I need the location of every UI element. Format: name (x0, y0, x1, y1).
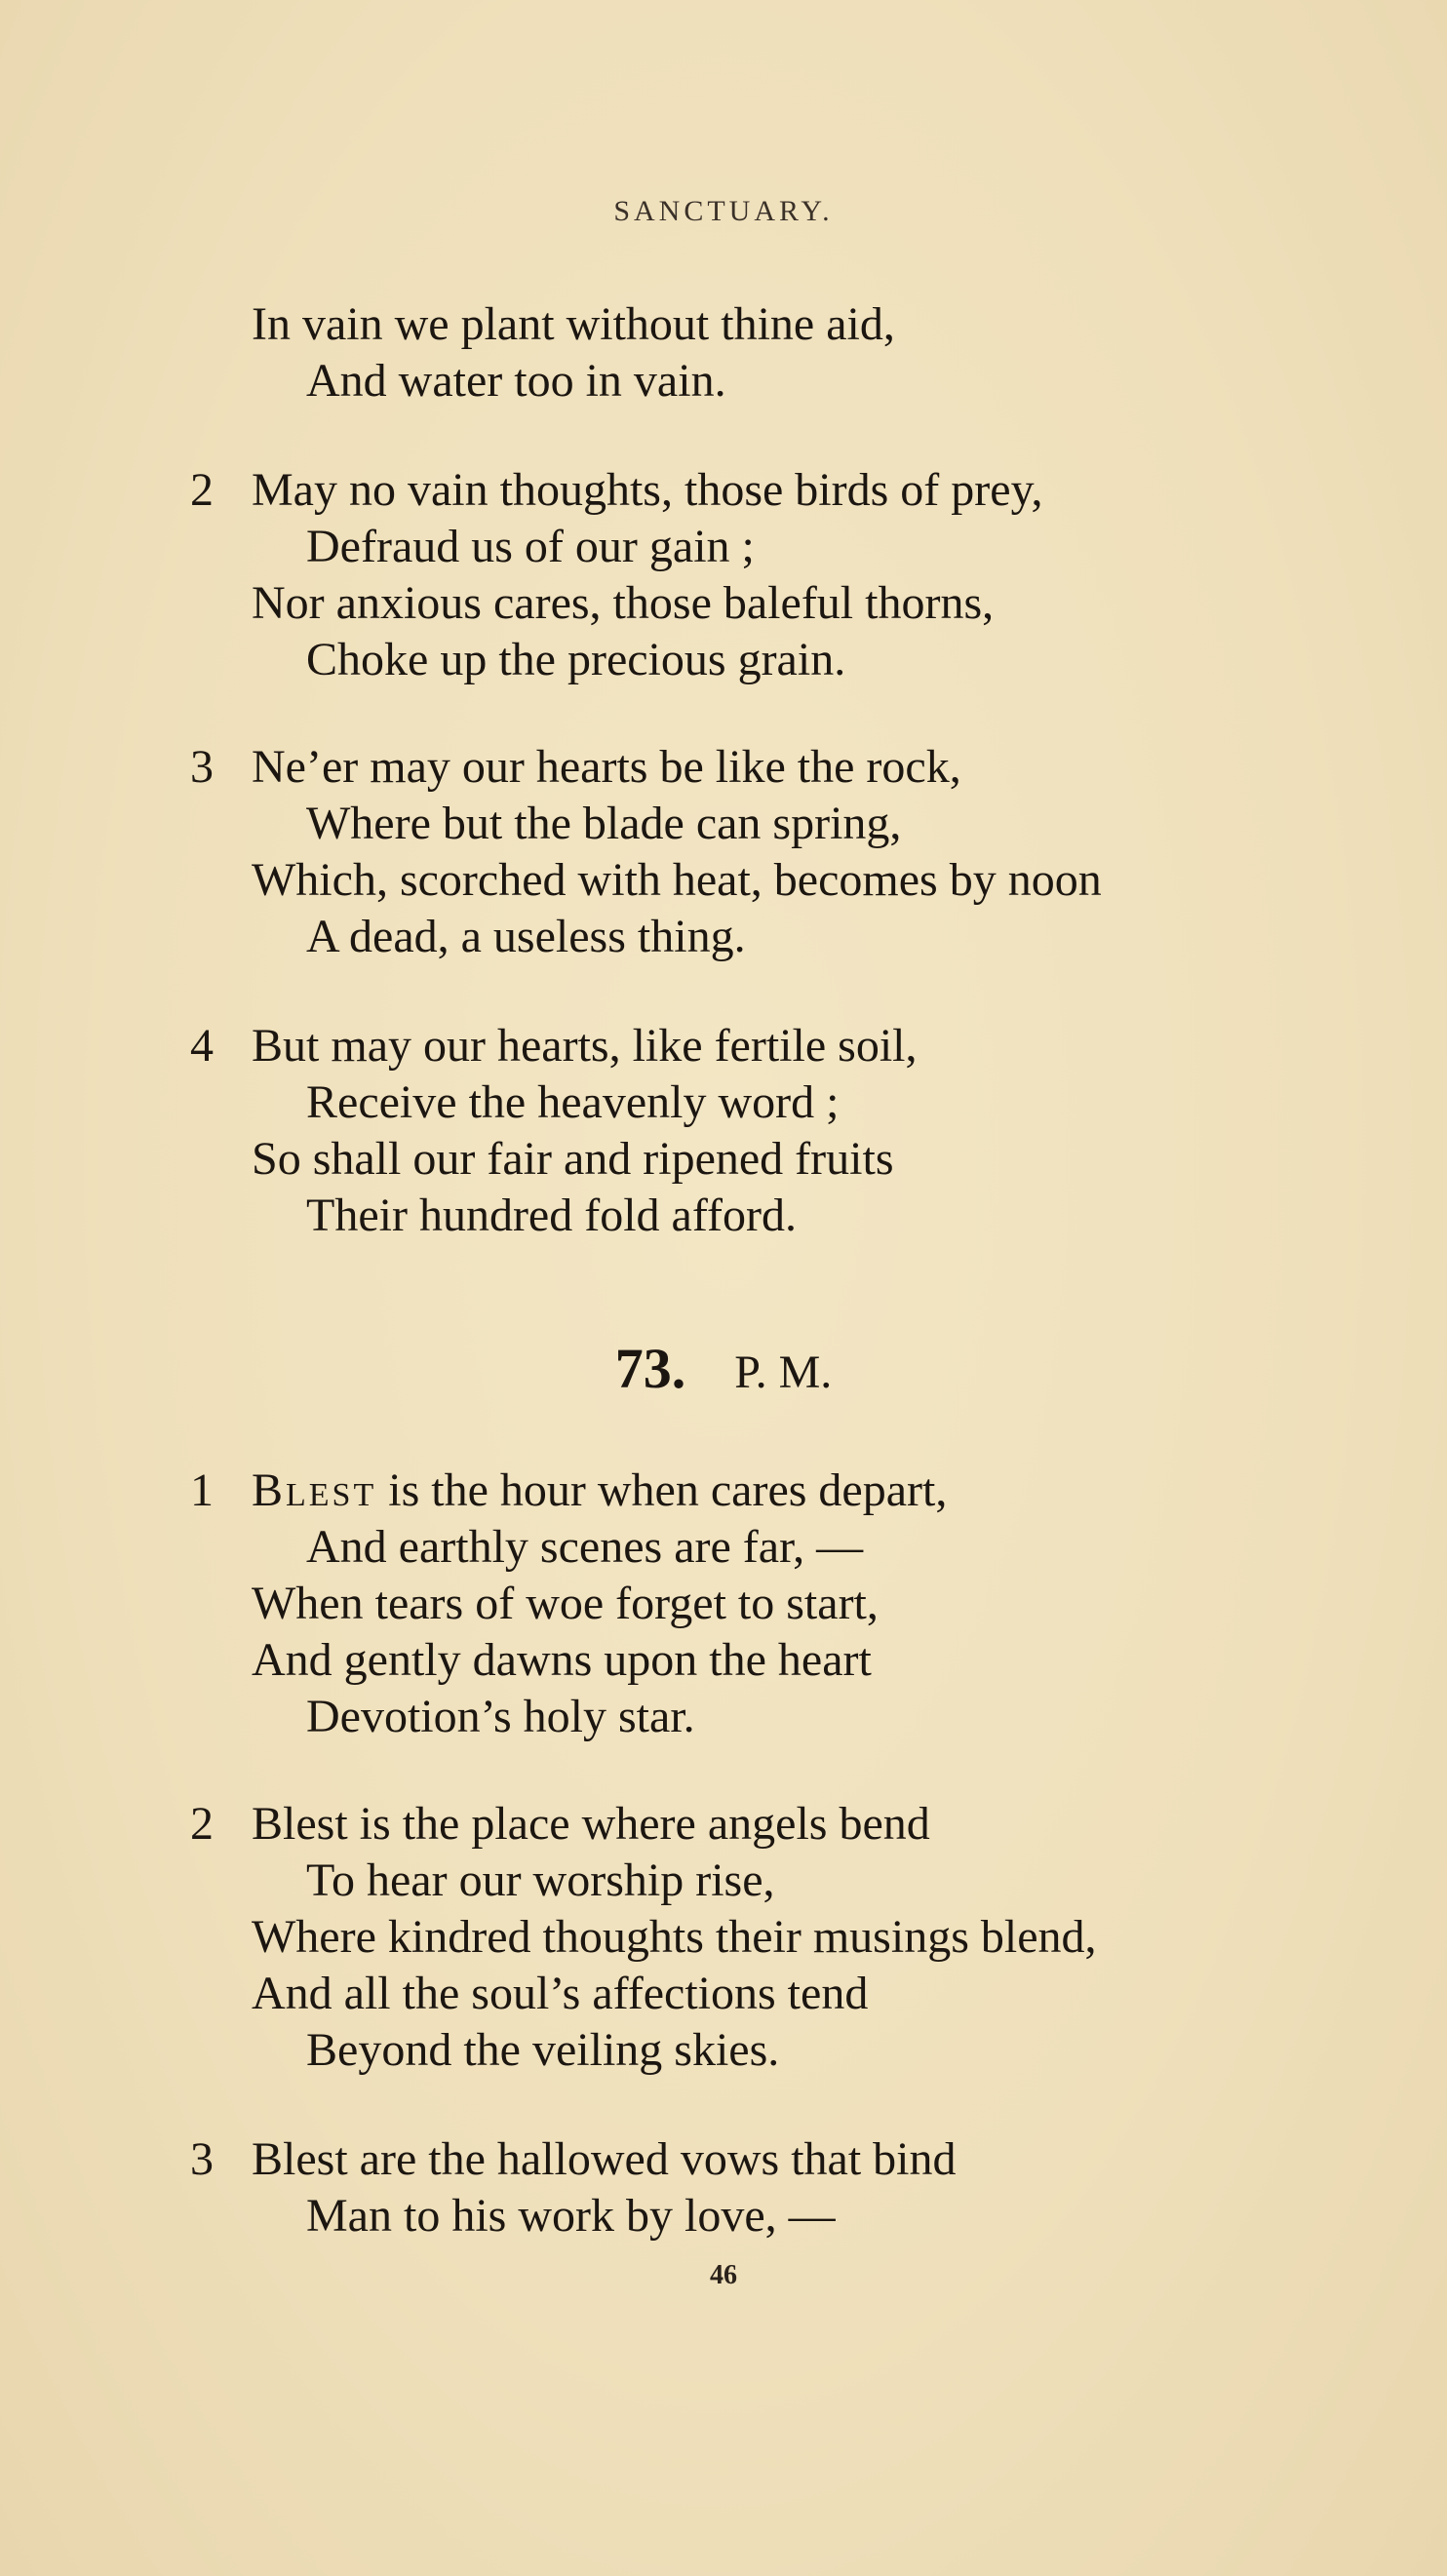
running-head: SANCTUARY. (613, 195, 834, 227)
verse-line: Man to his work by love, — (306, 2190, 836, 2242)
verse-line: Choke up the precious grain. (306, 634, 846, 685)
hymn-meter: P. M. (734, 1347, 833, 1398)
verse-line: And all the soul’s affections tend (252, 1968, 869, 2019)
stanza-number: 3 (190, 741, 214, 793)
verse-line (252, 1463, 947, 1519)
verse-line: When tears of woe forget to start, (252, 1578, 879, 1629)
verse-line: To hear our worship rise, (306, 1854, 775, 1906)
verse-line: And gently dawns upon the heart (252, 1634, 872, 1686)
verse-line: Devotion’s holy star. (306, 1691, 695, 1742)
hymn-number: 73. (614, 1337, 686, 1400)
verse-line: A dead, a useless thing. (306, 911, 746, 962)
stanza-number: 4 (190, 1020, 214, 1072)
page-number: 46 (710, 2260, 737, 2290)
verse-line: Which, scorched with heat, becomes by noon (252, 854, 1102, 906)
verse-line: Their hundred fold afford. (306, 1190, 797, 1241)
verse-line: In vain we plant without thine aid, (252, 298, 895, 350)
verse-line: Ne’er may our hearts be like the rock, (252, 741, 961, 793)
verse-line: Defraud us of our gain ; (306, 521, 755, 572)
stanza-number: 1 (190, 1464, 214, 1516)
verse-line: Where kindred thoughts their musings blend, (252, 1911, 1097, 1963)
verse-line: And earthly scenes are far, — (306, 1521, 864, 1573)
verse-line: Nor anxious cares, those baleful thorns, (252, 577, 995, 629)
stanza-number: 2 (190, 464, 214, 516)
verse-line: Blest are the hallowed vows that bind (252, 2133, 957, 2185)
verse-line: May no vain thoughts, those birds of prey, (252, 464, 1043, 516)
hymn-heading (0, 1337, 1447, 1401)
stanza-number: 3 (190, 2133, 214, 2185)
verse-line: Receive the heavenly word ; (306, 1076, 840, 1128)
verse-line: And water too in vain. (306, 355, 726, 407)
verse-line: Blest is the place where angels bend (252, 1798, 930, 1850)
verse-line-rest: is the hour when cares depart, (376, 1464, 948, 1516)
verse-line: So shall our fair and ripened fruits (252, 1133, 894, 1185)
initial-word: Blest (252, 1464, 377, 1516)
verse-line: Where but the blade can spring, (306, 798, 902, 849)
verse-line: Beyond the veiling skies. (306, 2024, 780, 2076)
verse-line: But may our hearts, like fertile soil, (252, 1020, 918, 1072)
stanza-number: 2 (190, 1798, 214, 1850)
